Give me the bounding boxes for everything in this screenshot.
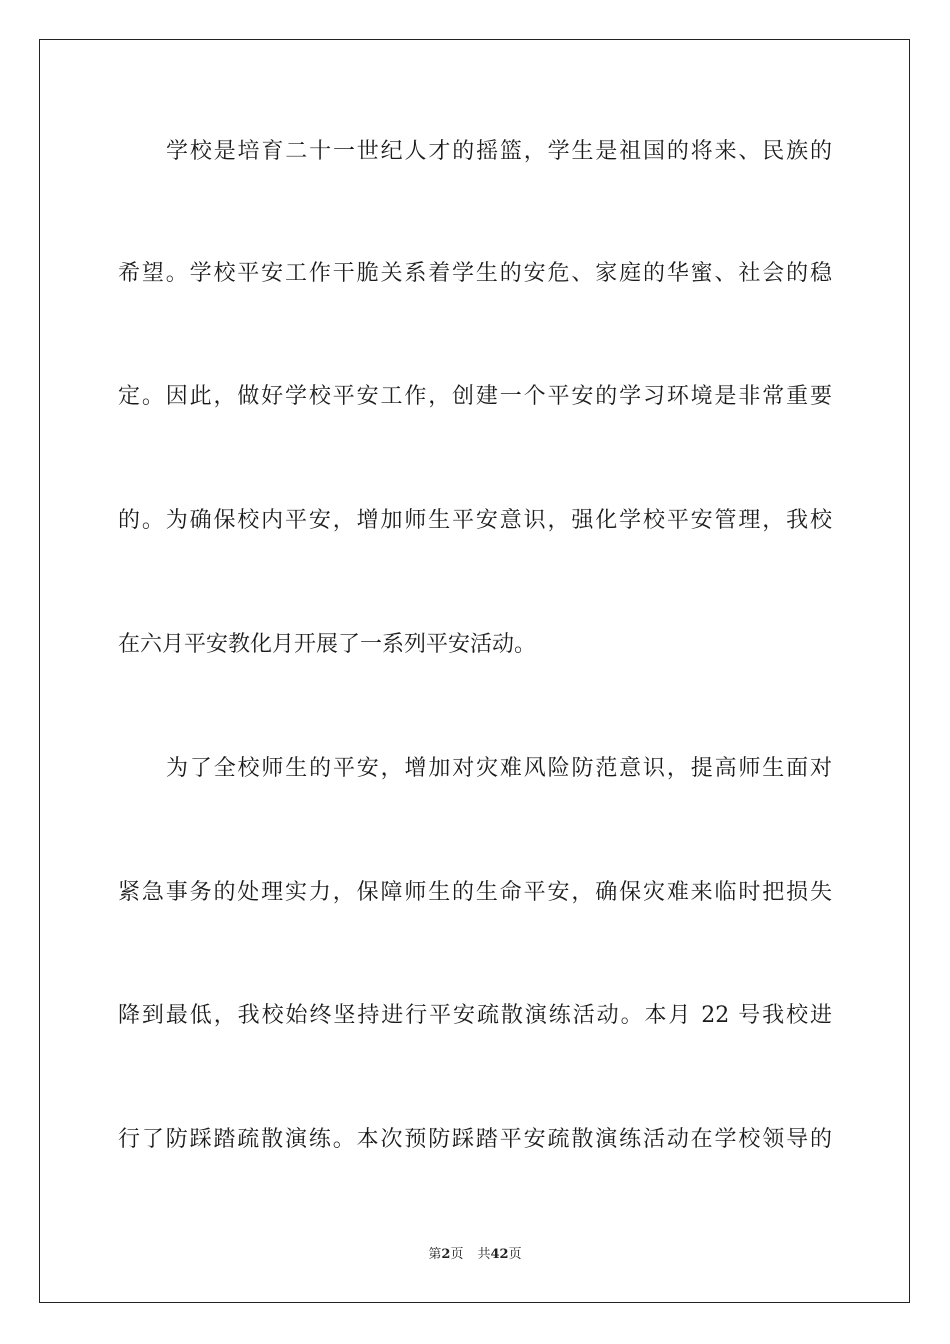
paragraph-1-line-1: 学校是培育二十一世纪人才的摇篮，学生是祖国的将来、民族的 [166, 139, 832, 164]
paragraph-1-line-3: 定。因此，做好学校平安工作，创建一个平安的学习环境是非常重要 [118, 384, 832, 409]
total-suffix: 页 [508, 1247, 522, 1262]
paragraph-2-line-4: 行了防踩踏疏散演练。本次预防踩踏平安疏散演练活动在学校领导的 [118, 1127, 832, 1152]
page-prefix: 第 [428, 1247, 442, 1262]
total-pages: 42 [490, 1247, 509, 1262]
paragraph-2-line-2: 紧急事务的处理实力，保障师生的生命平安，确保灾难来临时把损失 [118, 880, 832, 905]
total-prefix: 共 [477, 1247, 491, 1262]
page-suffix: 页 [450, 1247, 464, 1262]
paragraph-1-line-4: 的。为确保校内平安，增加师生平安意识，强化学校平安管理，我校 [118, 508, 832, 533]
page-number: 2 [441, 1247, 451, 1262]
paragraph-1-line-5: 在六月平安教化月开展了一系列平安活动。 [118, 632, 537, 657]
paragraph-2-line-1: 为了全校师生的平安，增加对灾难风险防范意识，提高师生面对 [166, 756, 832, 781]
paragraph-2-line-3: 降到最低，我校始终坚持进行平安疏散演练活动。本月 22 号我校进 [118, 1003, 832, 1028]
page-footer [0, 1246, 950, 1264]
page-border [39, 39, 910, 1303]
paragraph-1-line-2: 希望。学校平安工作干脆关系着学生的安危、家庭的华蜜、社会的稳 [118, 261, 832, 286]
